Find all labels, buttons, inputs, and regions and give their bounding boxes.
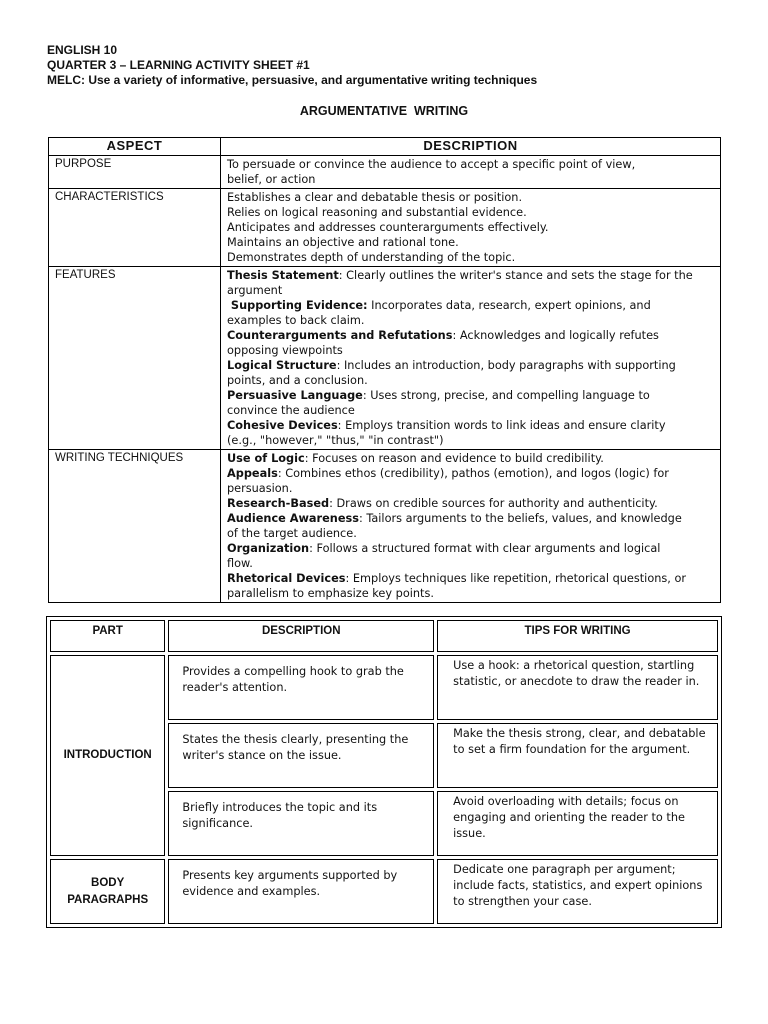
subject-line: ENGLISH 10 — [47, 43, 118, 57]
description-line — [227, 157, 715, 172]
parts-table — [46, 616, 722, 928]
line-text: parallelism to emphasize key points. — [227, 587, 434, 600]
term-label: Appeals — [227, 467, 278, 480]
table-row — [49, 267, 721, 450]
line-text: Demonstrates depth of understanding of the topic. — [227, 251, 516, 264]
line-text: of the target audience. — [227, 527, 357, 540]
description-line — [227, 298, 715, 313]
tips-column-header: TIPS FOR WRITING — [437, 620, 718, 652]
quarter-line: QUARTER 3 – LEARNING ACTIVITY SHEET #1 — [47, 58, 310, 72]
term-label: Rhetorical Devices — [227, 572, 346, 585]
aspect-table — [48, 137, 721, 603]
document-header — [47, 43, 537, 88]
table-row — [49, 450, 721, 603]
description-line — [227, 451, 715, 466]
line-text: persuasion. — [227, 482, 293, 495]
term-label: Organization — [227, 542, 310, 555]
term-label: Cohesive Devices — [227, 419, 338, 432]
description-line — [227, 571, 715, 586]
term-label: Use of Logic — [227, 452, 305, 465]
description-line — [227, 172, 715, 187]
part-tips: Make the thesis strong, clear, and debatable to set a firm foundation for the argument. — [437, 723, 718, 788]
description-line — [227, 283, 715, 298]
description-line — [227, 250, 715, 265]
description-column-header: DESCRIPTION — [168, 620, 434, 652]
line-text: : Clearly outlines the writer's stance and sets the stage for the — [338, 269, 693, 282]
parts-table-header — [50, 620, 718, 652]
term-label: Counterarguments and Refutations — [227, 329, 453, 342]
description-line — [227, 511, 715, 526]
line-text: Anticipates and addresses counterarguments effectively. — [227, 221, 549, 234]
part-introduction: INTRODUCTION — [50, 655, 165, 856]
description-cell — [221, 450, 721, 603]
description-cell — [221, 156, 721, 189]
term-label: Thesis Statement — [227, 269, 339, 282]
description-line — [227, 328, 715, 343]
description-line — [227, 496, 715, 511]
description-line — [227, 313, 715, 328]
description-line — [227, 358, 715, 373]
line-text: : Uses strong, precise, and compelling language to — [362, 389, 650, 402]
description-line — [227, 190, 715, 205]
part-description: States the thesis clearly, presenting the writer's stance on the issue. — [168, 723, 434, 788]
line-text: : Employs techniques like repetition, rhetorical questions, or — [345, 572, 687, 585]
line-text: examples to back claim. — [227, 314, 365, 327]
table-row — [49, 156, 721, 189]
line-text: To persuade or convince the audience to accept a specific point of view, — [227, 158, 636, 171]
aspect-column-header: ASPECT — [49, 138, 221, 156]
part-description: Briefly introduces the topic and its significance. — [168, 791, 434, 856]
term-label: Research-Based — [227, 497, 330, 510]
aspect-table-header — [49, 138, 721, 156]
description-line — [227, 586, 715, 601]
description-line — [227, 373, 715, 388]
description-line — [227, 403, 715, 418]
line-text: : Includes an introduction, body paragraphs with supporting — [336, 359, 676, 372]
line-text: Incorporates data, research, expert opinions, and — [367, 299, 651, 312]
line-text: (e.g., "however," "thus," "in contrast") — [227, 434, 444, 447]
part-column-header: PART — [50, 620, 165, 652]
part-tips: Dedicate one paragraph per argument; include facts, statistics, and expert opinions to strengthen your case. — [437, 859, 718, 924]
term-label: Supporting Evidence: — [227, 299, 368, 312]
table-row — [50, 859, 718, 924]
line-text: argument — [227, 284, 283, 297]
part-tips: Avoid overloading with details; focus on engaging and orienting the reader to the issue. — [437, 791, 718, 856]
aspect-cell: PURPOSE — [49, 156, 221, 189]
table-row — [50, 655, 718, 720]
description-line — [227, 205, 715, 220]
document-title: ARGUMENTATIVE WRITING — [299, 104, 469, 118]
line-text: belief, or action — [227, 173, 316, 186]
description-line — [227, 220, 715, 235]
line-text: convince the audience — [227, 404, 355, 417]
table-row — [49, 189, 721, 267]
description-cell — [221, 189, 721, 267]
description-line — [227, 466, 715, 481]
line-text: Establishes a clear and debatable thesis or position. — [227, 191, 523, 204]
description-line — [227, 388, 715, 403]
description-line — [227, 541, 715, 556]
line-text: : Draws on credible sources for authority and authenticity. — [329, 497, 658, 510]
description-column-header: DESCRIPTION — [221, 138, 721, 156]
part-body-paragraphs — [50, 859, 165, 924]
description-line — [227, 418, 715, 433]
description-line — [227, 481, 715, 496]
description-line — [227, 526, 715, 541]
line-text: flow. — [227, 557, 253, 570]
aspect-cell: CHARACTERISTICS — [49, 189, 221, 267]
line-text: : Combines ethos (credibility), pathos (emotion), and logos (logic) for — [277, 467, 669, 480]
aspect-cell: WRITING TECHNIQUES — [49, 450, 221, 603]
aspect-cell: FEATURES — [49, 267, 221, 450]
description-line — [227, 343, 715, 358]
description-line — [227, 268, 715, 283]
part-description: Presents key arguments supported by evidence and examples. — [168, 859, 434, 924]
description-line — [227, 556, 715, 571]
part-label: PARAGRAPHS — [67, 893, 149, 906]
line-text: : Acknowledges and logically refutes — [452, 329, 659, 342]
melc-line: MELC: Use a variety of informative, persuasive, and argumentative writing techniques — [47, 73, 538, 87]
description-line — [227, 433, 715, 448]
line-text: : Employs transition words to link ideas and ensure clarity — [337, 419, 666, 432]
line-text: : Focuses on reason and evidence to build credibility. — [304, 452, 604, 465]
line-text: : Tailors arguments to the beliefs, values, and knowledge — [358, 512, 682, 525]
line-text: Maintains an objective and rational tone. — [227, 236, 459, 249]
term-label: Logical Structure — [227, 359, 337, 372]
term-label: Persuasive Language — [227, 389, 363, 402]
term-label: Audience Awareness — [227, 512, 359, 525]
line-text: : Follows a structured format with clear arguments and logical — [309, 542, 661, 555]
line-text: points, and a conclusion. — [227, 374, 368, 387]
description-cell — [221, 267, 721, 450]
part-label: BODY — [91, 876, 125, 889]
description-line — [227, 235, 715, 250]
line-text: opposing viewpoints — [227, 344, 343, 357]
line-text: Relies on logical reasoning and substantial evidence. — [227, 206, 527, 219]
part-description: Provides a compelling hook to grab the reader's attention. — [168, 655, 434, 720]
part-tips: Use a hook: a rhetorical question, startling statistic, or anecdote to draw the reader in. — [437, 655, 718, 720]
